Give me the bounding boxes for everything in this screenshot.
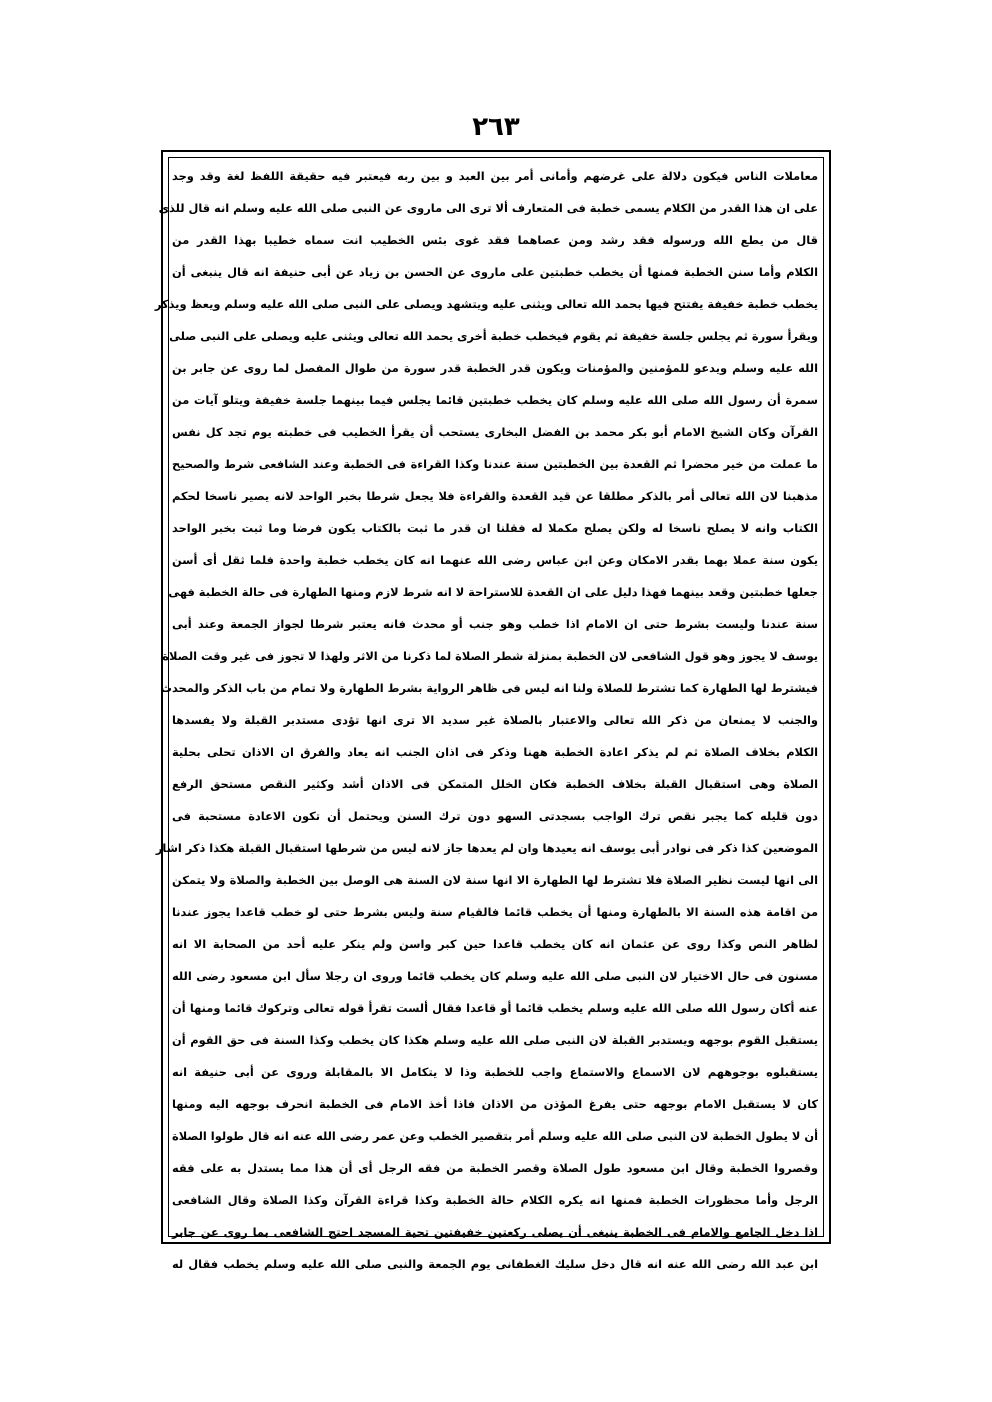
text-line: يكون سنة عملا بهما بقدر الامكان وعن ابن عباس رضى الله عنهما انه كان يخطب خطبة واحدة فلما ثقل أى أسن — [172, 553, 818, 567]
text-line: دون قليله كما يجبر نقص ترك الواجب بسجدتى السهو دون ترك السنن ويحتمل أن تكون الاعادة مستحبة فى — [172, 809, 818, 823]
text-line: فيشترط لها الطهارة كما تشترط للصلاة ولنا انه ليس فى ظاهر الرواية بشرط الطهارة ولا تمام من باب الذكر والمحدث — [160, 681, 818, 695]
text-line: ويقرأ سورة ثم يجلس جلسة خفيفة ثم يقوم فيخطب خطبة أخرى يحمد الله تعالى ويثنى عليه ويصلى على النبى صلى — [169, 329, 818, 343]
text-line: يوسف لا يجوز وهو قول الشافعى لان الخطبة بمنزلة شطر الصلاة لما ذكرنا من الاثر ولهذا لا تجوز فى غير وقت الصلاة — [162, 649, 818, 663]
text-line: مذهبنا لان الله تعالى أمر بالذكر مطلقا عن قيد القعدة والقراءة فلا يجعل شرطا بخبر الواحد لانه يصير ناسخا لحكم — [172, 489, 818, 503]
text-line: سنة عندنا وليست بشرط حتى ان الامام اذا خطب وهو جنب أو محدث فانه يعتبر شرطا لجواز الجمعة وعند أبى — [172, 617, 818, 631]
text-line: سمرة أن رسول الله صلى الله عليه وسلم كان يخطب خطبتين قائما يجلس فيما بينهما جلسة خفيفة ويتلو آيات من — [172, 393, 818, 407]
text-line: يستقبلوه بوجوههم لان الاسماع والاستماع واجب للخطبة وذا لا يتكامل الا بالمقابلة وروى عن أبى حنيفة انه — [172, 1065, 818, 1079]
text-line: اذا دخل الجامع والامام فى الخطبة ينبغى أن يصلى ركعتين خفيفتين تحية المسجد احتج الشافعى بما روى عن جابر — [172, 1225, 818, 1239]
text-line: الموضعين كذا ذكر فى نوادر أبى يوسف انه يعيدها وان لم يعدها جاز لانه ليس من شرطها استقبال القبلة هكذا ذكر اشار — [155, 841, 818, 855]
text-line: الى انها ليست نظير الصلاة فلا تشترط لها الطهارة الا انها سنة لان السنة هى الوصل بين الخطبة والصلاة ولا يتمكن — [172, 873, 818, 887]
text-line: كان لا يستقبل الامام بوجهه حتى يفرغ المؤذن من الاذان فاذا أخذ الامام فى الخطبة انحرف بوجهه اليه ومنها — [172, 1097, 818, 1111]
page-number: ٢٦٣ — [472, 112, 520, 142]
text-line: من اقامة هذه السنة الا بالطهارة ومنها أن يخطب قائما فالقيام سنة وليس بشرط حتى لو خطب قاعدا يجوز عندنا — [172, 905, 818, 919]
text-line: الكتاب وانه لا يصلح ناسخا له ولكن يصلح مكملا له فقلنا ان قدر ما ثبت بالكتاب يكون فرضا وما ثبت بخبر الواحد — [172, 521, 818, 535]
text-line: يخطب خطبة خفيفة يفتتح فيها بحمد الله تعالى ويثنى عليه ويتشهد ويصلى على النبى صلى الله عليه وسلم ويعظ ويذكر — [154, 297, 818, 311]
text-line: الكلام بخلاف الصلاة ثم لم يذكر اعادة الخطبة ههنا وذكر فى اذان الجنب انه يعاد والفرق ان الاذان تحلى بحلية — [172, 745, 818, 759]
text-line: معاملات الناس فيكون دلالة على غرضهم وأمانى أمر بين العبد و بين ربه فيعتبر فيه حقيقة اللفظ لغة وقد وجد — [172, 169, 818, 183]
text-line: قال من يطع الله ورسوله فقد رشد ومن عصاهما فقد غوى بئس الخطيب انت سماه خطيبا بهذا القدر من — [172, 233, 818, 247]
text-line: وقصروا الخطبة وقال ابن مسعود طول الصلاة وقصر الخطبة من فقه الرجل أى أن هذا مما يستدل به على فقه — [172, 1161, 818, 1175]
text-line: جعلها خطبتين وقعد بينهما فهذا دليل على ان القعدة للاستراحة لا انه شرط لازم ومنها الطهارة فى حالة الخطبة فهى — [168, 585, 818, 599]
text-line: مسنون فى حال الاختيار لان النبى صلى الله عليه وسلم كان يخطب قائما وروى ان رجلا سأل ابن مسعود رضى الله — [172, 969, 818, 983]
text-line: يستقبل القوم بوجهه ويستدبر القبلة لان النبى صلى الله عليه وسلم هكذا كان يخطب وكذا السنة فى حق القوم أن — [172, 1033, 818, 1047]
text-line: والجنب لا يمنعان من ذكر الله تعالى والاعتبار بالصلاة غير سديد الا ترى انها تؤدى مستدبر القبلة ولا يفسدها — [172, 713, 818, 727]
text-line: لظاهر النص وكذا روى عن عثمان انه كان يخطب قاعدا حين كبر واسن ولم ينكر عليه أحد من الصحابة الا انه — [172, 937, 818, 951]
text-line: الكلام وأما سنن الخطبة فمنها أن يخطب خطبتين على ماروى عن الحسن بن زياد عن أبى حنيفة انه قال ينبغى أن — [172, 265, 818, 279]
text-line: الرجل وأما محظورات الخطبة فمنها انه يكره الكلام حالة الخطبة وكذا قراءة القرآن وكذا الصلاة وقال الشافعى — [172, 1193, 818, 1207]
text-line: عنه أكان رسول الله صلى الله عليه وسلم يخطب قائما أو قاعدا فقال ألست تقرأ قوله تعالى وتركوك قائما ومنها أن — [172, 1001, 818, 1015]
main-text-block — [154, 160, 818, 1271]
text-line: أن لا يطول الخطبة لان النبى صلى الله عليه وسلم أمر بتقصير الخطب وعن عمر رضى الله عنه انه قال طولوا الصلاة — [172, 1129, 818, 1143]
text-line: ابن عبد الله رضى الله عنه انه قال دخل سليك الغطفانى يوم الجمعة والنبى صلى الله عليه وسلم يخطب فقال له — [172, 1257, 818, 1271]
text-line: ما عملت من خير محضرا ثم القعدة بين الخطبتين سنة عندنا وكذا القراءة فى الخطبة وعند الشافعى شرط والصحيح — [172, 457, 818, 471]
text-line: القرآن وكان الشيخ الامام أبو بكر محمد بن الفضل البخارى يستحب أن يقرأ الخطيب فى خطبته يوم تجد كل نفس — [172, 425, 818, 439]
text-line: على ان هذا القدر من الكلام يسمى خطبة فى المتعارف ألا ترى الى ماروى عن النبى صلى الله عليه وسلم انه قال للذى — [158, 201, 818, 215]
text-line: الصلاة وهى استقبال القبلة بخلاف الخطبة فكان الخلل المتمكن فى الاذان أشد وكثير النقص مستحق الرفع — [172, 777, 818, 791]
text-line: الله عليه وسلم ويدعو للمؤمنين والمؤمنات ويكون قدر الخطبة قدر سورة من طوال المفصل لما روى عن جابر بن — [172, 361, 818, 375]
